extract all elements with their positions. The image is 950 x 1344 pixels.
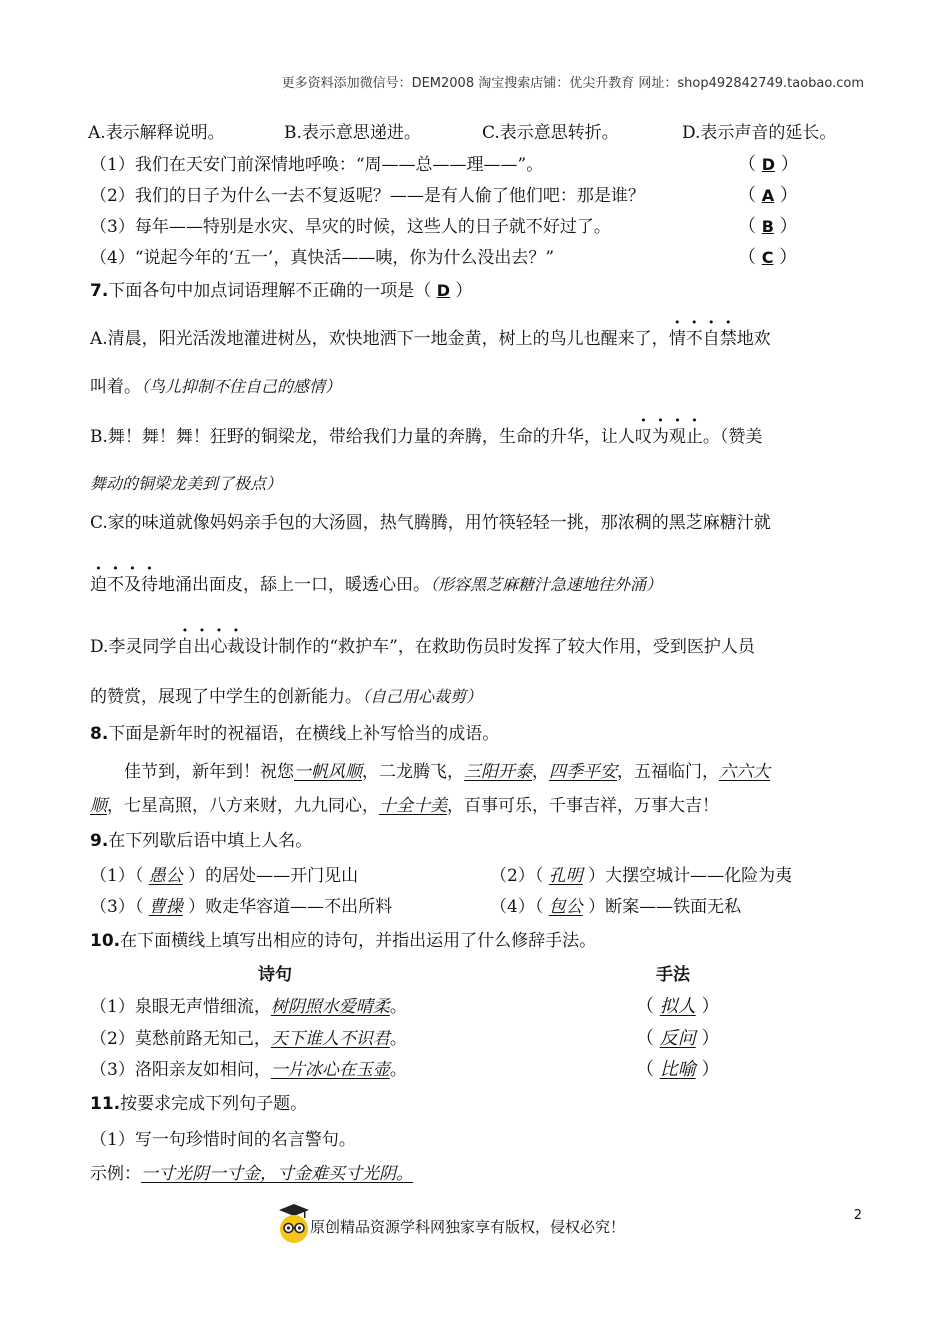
q8-stem: 8.下面是新年时的祝福语，在横线上补写恰当的成语。 xyxy=(90,724,500,744)
q6-answer-3: （ B ） xyxy=(738,216,798,237)
q7-option-a: A.清晨，阳光活泼地灌进树丛，欢快地洒下一地金黄，树上的鸟儿也醒来了，情不自禁地欢 xyxy=(90,329,771,349)
q9-item-1: （1）（ 愚公 ）的居处——开门见山 xyxy=(90,866,359,886)
copyright-footer: 原创精品资源学科网独家享有版权，侵权必究！ xyxy=(310,1218,626,1236)
q10-row-1: （1）泉眼无声惜细流，树阴照水爱晴柔。 xyxy=(90,997,407,1017)
q9-stem: 9.在下列歇后语中填上人名。 xyxy=(90,831,313,851)
q10-stem: 10.在下面横线上填写出相应的诗句，并指出运用了什么修辞手法。 xyxy=(90,931,597,951)
q10-row-3: （3）洛阳亲友如相问，一片冰心在玉壶。 xyxy=(90,1060,407,1080)
q7-option-d-line2: 的赞赏，展现了中学生的创新能力。（自己用心裁剪） xyxy=(90,687,483,707)
q8-line2: 顺，七星高照，八方来财，九九同心，十全十美，百事可乐，千事吉祥，万事大吉！ xyxy=(90,796,719,816)
q10-technique-2: （ 反问 ） xyxy=(636,1028,720,1049)
q9-item-3: （3）（ 曹操 ）败走华容道——不出所料 xyxy=(90,897,393,917)
q6-item-4: （4）“说起今年的‘五一’，真快活——咦，你为什么没出去？” xyxy=(90,248,555,268)
q10-technique-3: （ 比喻 ） xyxy=(636,1059,720,1080)
q6-answer-4: （ C ） xyxy=(738,247,798,268)
q6-answer-2: （ A ） xyxy=(738,185,798,206)
q11-example: 示例：一寸光阴一寸金，寸金难买寸光阴。 xyxy=(90,1164,413,1184)
q11-sub1: （1）写一句珍惜时间的名言警句。 xyxy=(90,1130,356,1150)
q6-option-b: B.表示意思递进。 xyxy=(284,123,421,143)
q7-option-b: B.舞！舞！舞！狂野的铜梁龙，带给我们力量的奔腾，生命的升华，让人叹为观止。（赞美 xyxy=(90,427,763,447)
q6-answer-1: （ D ） xyxy=(738,154,799,175)
q10-technique-1: （ 拟人 ） xyxy=(636,996,720,1017)
q9-item-4: （4）（ 包公 ）断案——铁面无私 xyxy=(490,897,742,917)
q7-option-c-line2: 迫不及待地涌出面皮，舔上一口，暖透心田。（形容黑芝麻糖汁急速地往外涌） xyxy=(90,575,663,595)
q6-item-1: （1）我们在天安门前深情地呼唤：“周——总——理——”。 xyxy=(90,155,544,175)
q6-option-d: D.表示声音的延长。 xyxy=(682,123,837,143)
q10-col-technique: 手法 xyxy=(656,965,690,985)
q7-stem: 7.下面各句中加点词语理解不正确的一项是（ D ） xyxy=(90,281,473,301)
q11-stem: 11.按要求完成下列句子题。 xyxy=(90,1094,308,1114)
q6-item-3: （3）每年——特别是水灾、旱灾的时候，这些人的日子就不好过了。 xyxy=(90,217,611,237)
q10-row-2: （2）莫愁前路无知己，天下谁人不识君。 xyxy=(90,1029,407,1049)
q7-option-b-note: 舞动的铜梁龙美到了极点） xyxy=(90,474,283,493)
q7-option-d: D.李灵同学自出心裁设计制作的“救护车”，在救助伤员时发挥了较大作用，受到医护人员 xyxy=(90,637,755,657)
q7-option-a-line2: 叫着。（鸟儿抑制不住自己的感情） xyxy=(90,377,342,397)
scholar-logo-icon xyxy=(278,1202,310,1244)
q6-option-c: C.表示意思转折。 xyxy=(482,123,619,143)
q10-col-poem: 诗句 xyxy=(258,965,292,985)
q8-line1: 佳节到，新年到！祝您一帆风顺，二龙腾飞，三阳开泰，四季平安，五福临门，六六大 xyxy=(124,762,770,782)
q6-option-a: A.表示解释说明。 xyxy=(88,123,225,143)
q6-item-2: （2）我们的日子为什么一去不复返呢？——是有人偷了他们吧：那是谁？ xyxy=(90,186,645,206)
q7-option-c: C.家的味道就像妈妈亲手包的大汤圆，热气腾腾，用竹筷轻轻一挑，那浓稠的黑芝麻糖汁就 xyxy=(90,513,771,533)
q9-item-2: （2）（ 孔明 ）大摆空城计——化险为夷 xyxy=(490,866,793,886)
page-header: 更多资料添加微信号：DEM2008 淘宝搜索店铺：优尖升教育 网址：shop492842749.taobao.com xyxy=(281,76,864,91)
page-number: 2 xyxy=(853,1208,862,1223)
